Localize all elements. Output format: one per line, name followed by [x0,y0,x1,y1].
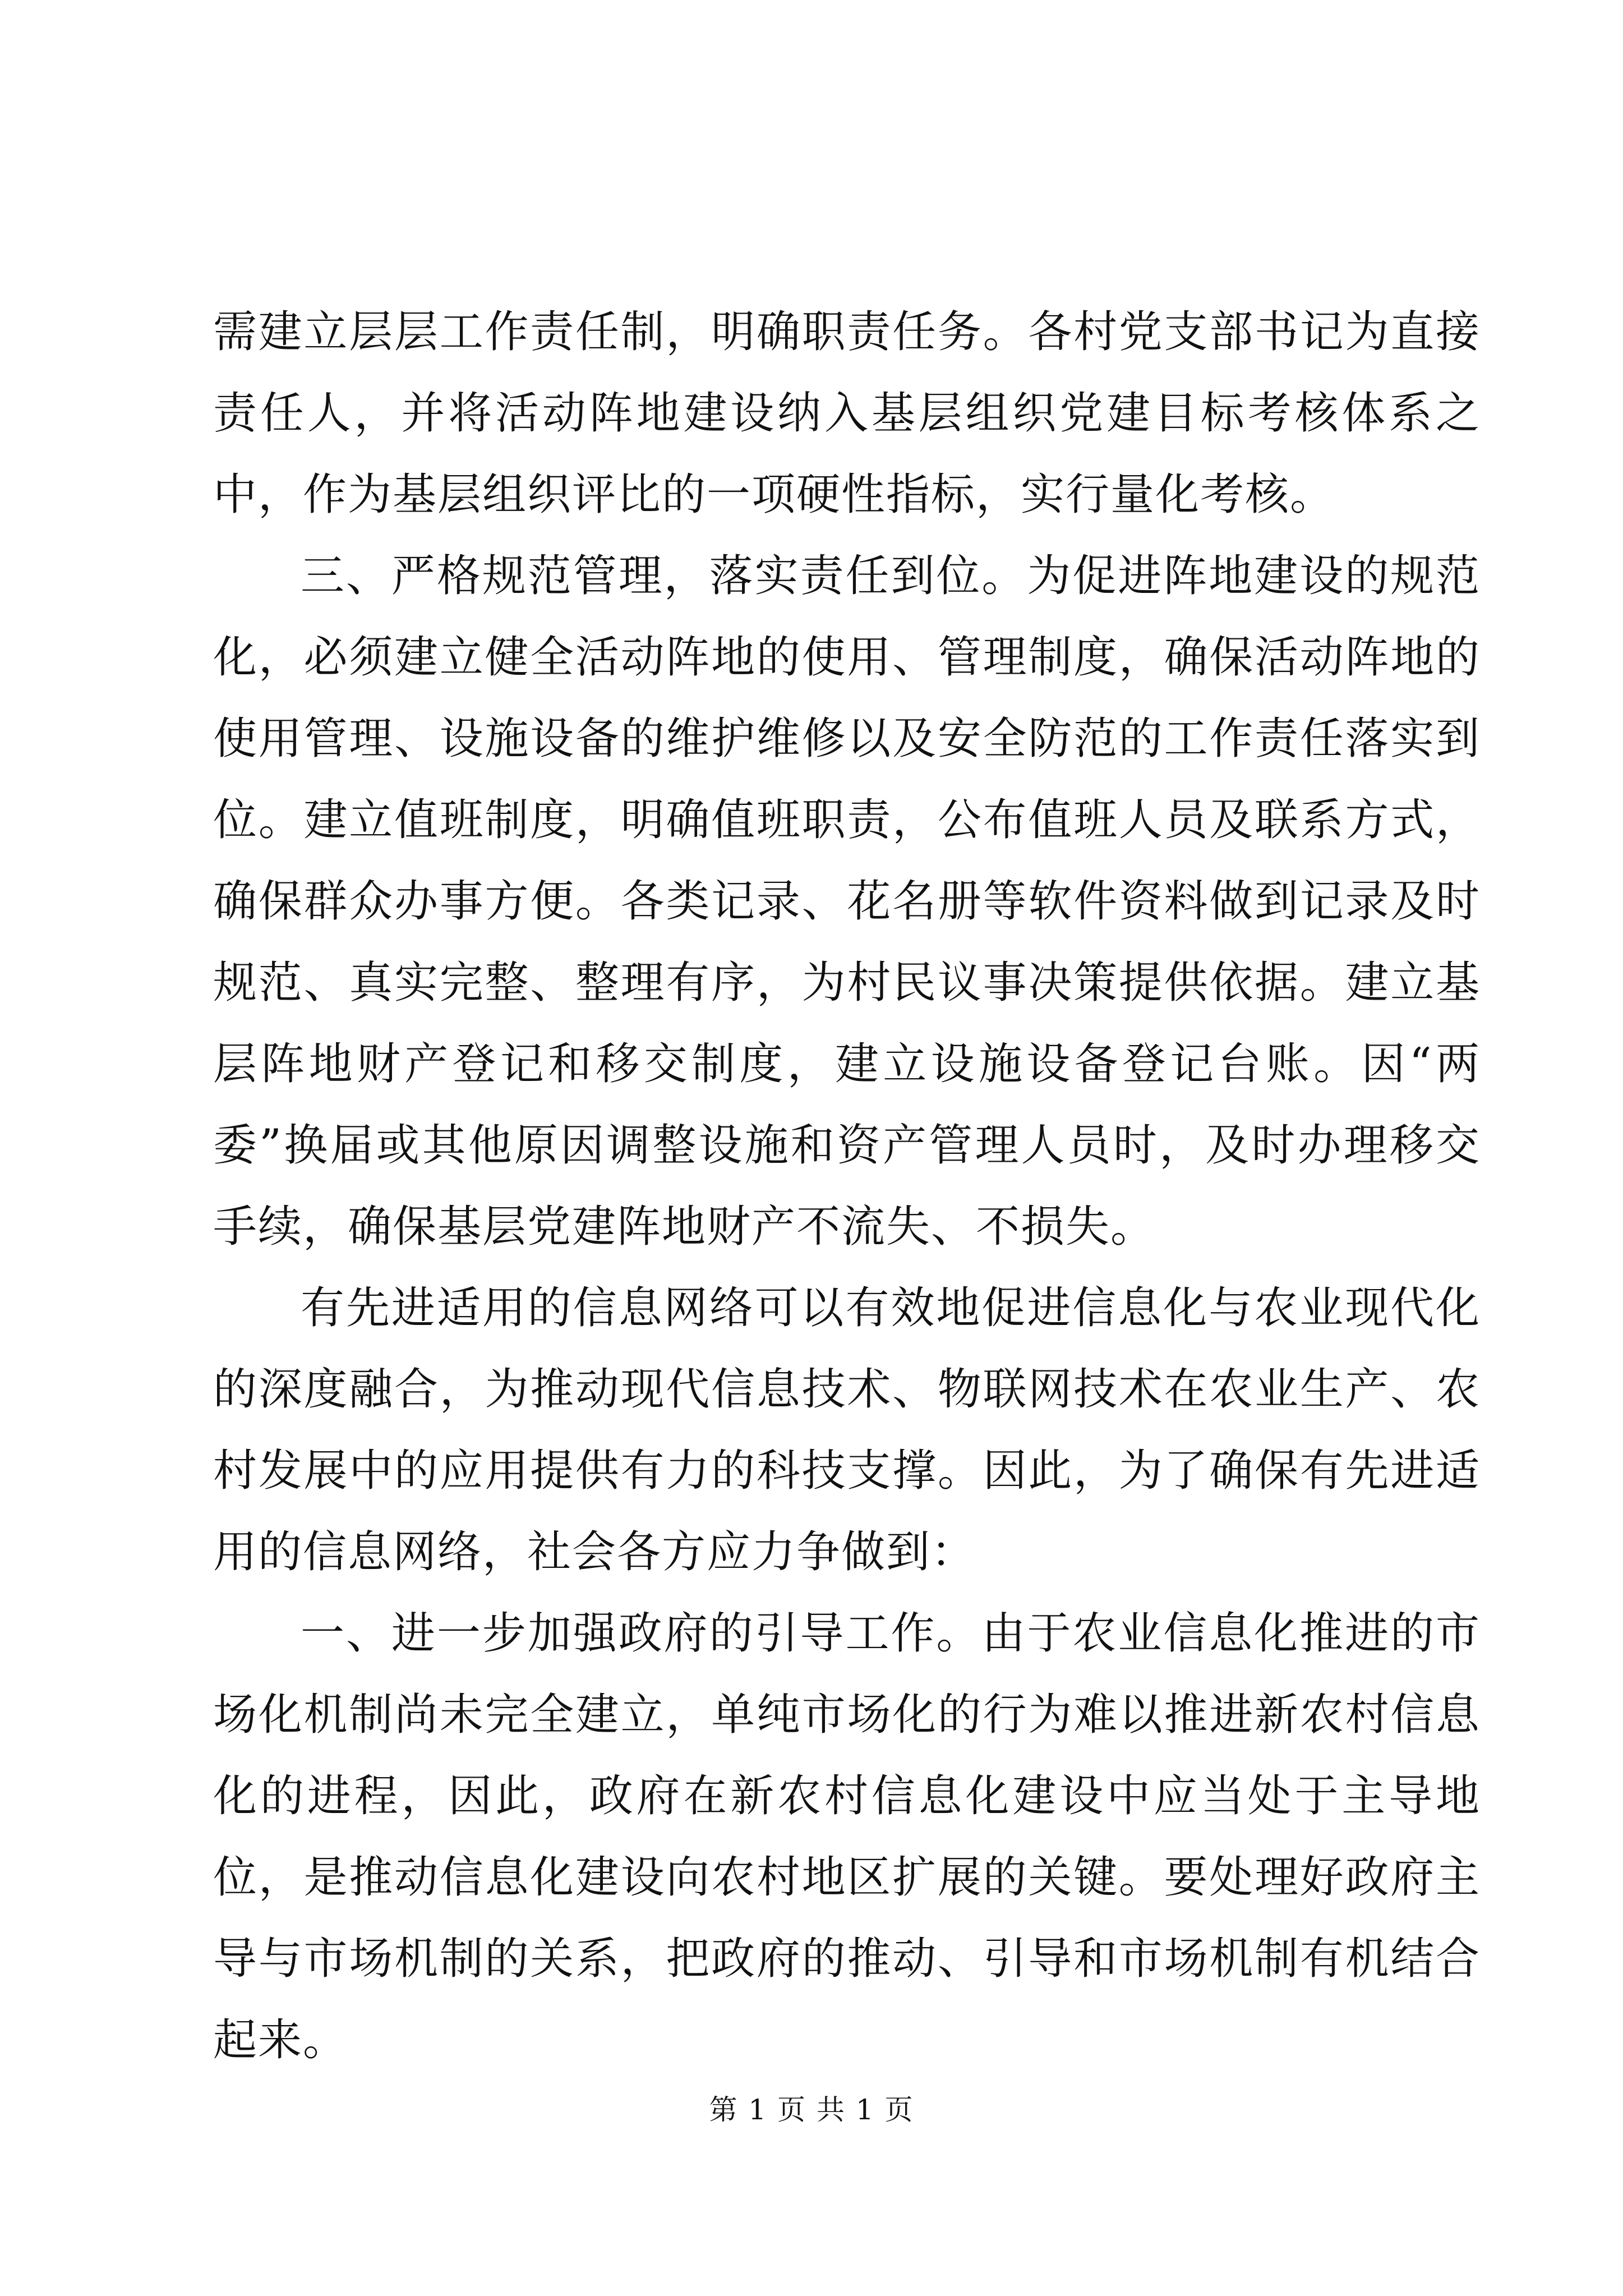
paragraph-1: 需建立层层工作责任制，明确职责任务。各村党支部书记为直接责任人，并将活动阵地建设纳入基层组织党建目标考核体系之中，作为基层组织评比的一项硬性指标，实行量化考核。 [213,307,1481,520]
page-number-footer: 第 1 页 共 1 页 [709,2093,914,2126]
paragraph-4: 一、进一步加强政府的引导工作。由于农业信息化推进的市场化机制尚未完全建立，单纯市场化的行为难以推进新农村信息化的进程，因此，政府在新农村信息化建设中应当处于主导地位，是推动信息化建设向农村地区扩展的关键。要处理好政府主导与市场机制的关系，把政府的推动、引导和市场机制有机结合起来。 [213,1608,1481,2065]
document-body [213,292,1481,2081]
paragraph-3: 有先进适用的信息网络可以有效地促进信息化与农业现代化的深度融合，为推动现代信息技术、物联网技术在农业生产、农村发展中的应用提供有力的科技支撑。因此，为了确保有先进适用的信息网络，社会各方应力争做到： [213,1283,1481,1577]
paragraph-2: 三、严格规范管理，落实责任到位。为促进阵地建设的规范化，必须建立健全活动阵地的使用、管理制度，确保活动阵地的使用管理、设施设备的维护维修以及安全防范的工作责任落实到位。建立值班制度，明确值班职责，公布值班人员及联系方式，确保群众办事方便。各类记录、花名册等软件资料做到记录及时规范、真实完整、整理有序，为村民议事决策提供依据。建立基层阵地财产登记和移交制度，建立设施设备登记台账。因“两委”换届或其他原因调整设施和资产管理人员时，及时办理移交手续，确保基层党建阵地财产不流失、不损失。 [213,551,1481,1252]
